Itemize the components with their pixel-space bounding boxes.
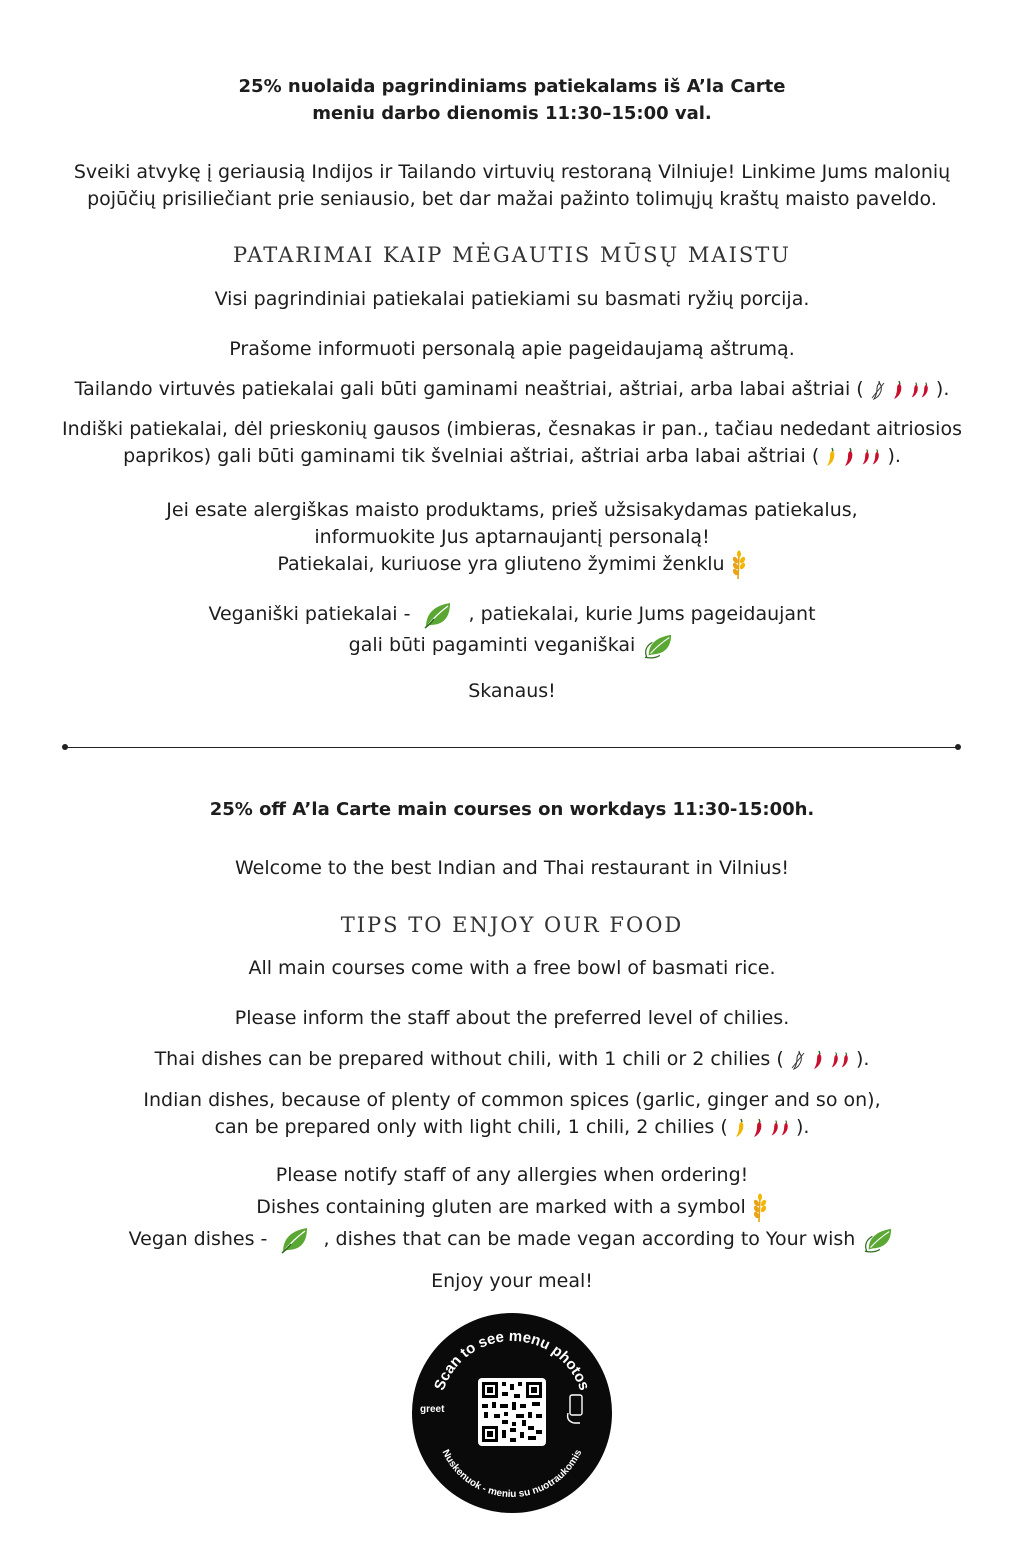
gluten-note-lt: [0, 549, 1024, 580]
red-chili-icon: [770, 1118, 780, 1138]
thai-spice-note-en: [0, 1046, 1024, 1072]
rice-note-en: All main courses come with a free bowl of basmati rice.: [248, 957, 776, 979]
red-chili-icon: [892, 380, 904, 400]
phone-icon: [568, 1395, 582, 1423]
indian-spice-text-en: can be prepared only with light chili, 1 chili, 2 chilies (: [214, 1116, 728, 1138]
no-chili-icon: [870, 380, 886, 400]
thai-spice-text-en: Thai dishes can be prepared without chili, with 1 chili or 2 chilies (: [154, 1048, 784, 1070]
vegan-note-en: [0, 1222, 1024, 1256]
wheat-icon: [752, 1193, 768, 1223]
qr-code[interactable]: [478, 1378, 546, 1446]
red-chili-icon: [920, 380, 930, 400]
qr-badge-bottom-text: Nuskenuok - meniu su nuotraukomis: [439, 1447, 585, 1501]
thai-spice-note-lt: [0, 376, 1024, 402]
outlined-leaf-icon: [861, 1225, 895, 1255]
indian-spice-note-lt-2: [0, 443, 1024, 469]
gluten-note-en: [0, 1192, 1024, 1223]
enjoy-en: Enjoy your meal!: [431, 1270, 593, 1292]
vegan-optional-text-en: , dishes that can be made vegan according to Your wish: [323, 1228, 856, 1250]
indian-spice-note-en-1: Indian dishes, because of plenty of common spices (garlic, ginger and so on),: [143, 1089, 881, 1111]
indian-spice-note-en-2: [0, 1114, 1024, 1140]
indian-spice-text-lt: paprikos) gali būti gaminami tik švelniai aštriai, aštriai arba labai aštriai (: [123, 445, 820, 467]
indian-spice-note-lt-1: Indiški patiekalai, dėl prieskonių gausos (imbieras, česnakas ir pan., tačiau nededant aitriosios: [62, 418, 962, 440]
welcome-text-lt-2: pojūčių prisiliečiant prie seniausio, bet dar mažai pažinto tolimųjų kraštų maisto paveldo.: [87, 188, 937, 210]
thai-spice-text-lt: Tailando virtuvės patiekalai gali būti gaminami neaštriai, aštriai, arba labai aštriai (: [74, 378, 864, 400]
tips-heading-lt: PATARIMAI KAIP MĖGAUTIS MŪSŲ MAISTU: [233, 243, 791, 267]
welcome-text-en: Welcome to the best Indian and Thai restaurant in Vilnius!: [234, 857, 789, 879]
vegan-note-lt-1: [0, 596, 1024, 632]
allergy-note-en: Please notify staff of any allergies when ordering!: [275, 1164, 749, 1186]
gluten-text-en: Dishes containing gluten are marked with a symbol: [256, 1196, 746, 1218]
red-chili-icon: [752, 1118, 764, 1138]
greet-logo: greet: [420, 1404, 445, 1415]
tips-heading-en: TIPS TO ENJOY OUR FOOD: [340, 913, 684, 937]
vegan-text-en: Vegan dishes -: [128, 1228, 268, 1250]
yellow-chili-icon: [734, 1118, 746, 1138]
allergy-note-lt-1: Jei esate alergiškas maisto produktams, prieš užsisakydamas patiekalus,: [166, 499, 858, 521]
section-divider: [66, 747, 958, 748]
welcome-text-lt-1: Sveiki atvykę į geriausią Indijos ir Tailando virtuvių restoraną Vilniuje! Linkime Jums malonių: [73, 161, 951, 183]
red-chili-icon: [812, 1050, 824, 1070]
red-chili-icon: [861, 447, 871, 467]
red-chili-icon: [871, 447, 881, 467]
promo-title-lt: 25% nuolaida pagrindiniams patiekalams iš A’la Carte: [238, 76, 786, 97]
red-chili-icon: [840, 1050, 850, 1070]
red-chili-icon: [830, 1050, 840, 1070]
divider-dot-left: [62, 744, 68, 750]
red-chili-icon: [780, 1118, 790, 1138]
thai-spice-close-lt: ).: [935, 378, 950, 400]
vegan-optional-text-lt: , patiekalai, kurie Jums pageidaujant: [468, 603, 816, 625]
red-chili-icon: [843, 447, 855, 467]
promo-title-en: 25% off A’la Carte main courses on workdays 11:30-15:00h.: [209, 799, 815, 820]
allergy-note-lt-2: informuokite Jus aptarnaujantį personalą!: [314, 526, 710, 548]
promo-subtitle-lt: meniu darbo dienomis 11:30–15:00 val.: [312, 103, 712, 124]
indian-spice-close-en: ).: [795, 1116, 810, 1138]
wheat-icon: [731, 550, 747, 580]
spice-inform-en: Please inform the staff about the preferred level of chilies.: [234, 1007, 790, 1029]
vegan-optional-line-lt: gali būti pagaminti veganiškai: [348, 634, 636, 656]
green-leaf-icon: [422, 599, 454, 631]
vegan-text-lt: Veganiški patiekalai -: [208, 603, 411, 625]
green-leaf-icon: [279, 1224, 311, 1256]
gluten-text-lt: Patiekalai, kuriuose yra gliuteno žymimi ženklu: [277, 553, 725, 575]
outlined-leaf-icon: [641, 631, 675, 661]
spice-inform-lt: Prašome informuoti personalą apie pageidaujamą aštrumą.: [229, 338, 795, 360]
rice-note-lt: Visi pagrindiniai patiekalai patiekiami su basmati ryžių porcija.: [214, 288, 810, 310]
qr-badge-top-text: Scan to see menu photos: [431, 1327, 593, 1393]
thai-spice-close-en: ).: [855, 1048, 870, 1070]
no-chili-icon: [790, 1050, 806, 1070]
enjoy-lt: Skanaus!: [468, 680, 556, 702]
vegan-note-lt-2: [0, 628, 1024, 662]
indian-spice-close-lt: ).: [887, 445, 901, 467]
yellow-chili-icon: [825, 447, 837, 467]
red-chili-icon: [910, 380, 920, 400]
qr-code-pattern: [478, 1378, 546, 1446]
divider-dot-right: [955, 744, 961, 750]
